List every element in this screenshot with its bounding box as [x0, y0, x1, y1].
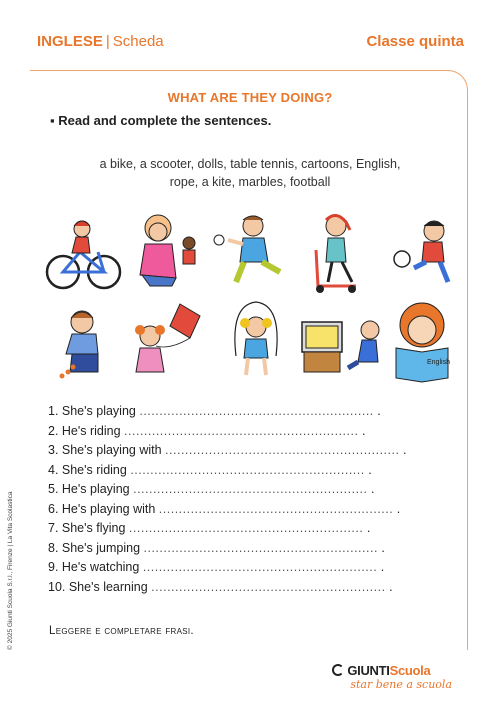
sentence-text: 3. She's playing with [48, 443, 162, 457]
sentence-text: 6. He's playing with [48, 501, 156, 516]
answer-blank[interactable]: ........................................................... [143, 540, 378, 555]
scooter-illustration [316, 215, 356, 293]
cartoons-illustration [302, 321, 379, 372]
sentence-end: . [377, 404, 381, 418]
footer-note: Leggere e completare frasi. [49, 625, 194, 637]
sentence-row [48, 519, 406, 539]
sentence-text: 9. He's watching [48, 560, 140, 574]
page-title: WHAT ARE THEY DOING? [167, 90, 333, 105]
subject-label: INGLESE [37, 33, 103, 50]
sentence-text: 4. She's riding [48, 462, 127, 477]
answer-blank[interactable]: ........................................................... [124, 423, 359, 438]
sentence-row [48, 402, 406, 422]
sentence-end: . [366, 521, 371, 535]
word-bank-line-1: a bike, a scooter, dolls, table tennis, cartoons, English, [99, 157, 401, 171]
sentence-row [48, 441, 406, 461]
sentence-row [48, 578, 406, 598]
sentence-end: . [402, 443, 407, 457]
sentence-end: . [370, 482, 375, 496]
instruction: ▪ Read and complete the sentences. [50, 113, 272, 128]
answer-blank[interactable]: ........................................................... [142, 560, 378, 574]
sentence-row [48, 539, 406, 559]
sentence-text: 5. He's playing [48, 482, 130, 496]
sentence-row [48, 500, 406, 520]
sentence-row [48, 558, 406, 578]
logo-tagline: star bene a scuola [350, 678, 452, 691]
logo-brand-b: Scuola [389, 663, 431, 678]
grade-label: Classe quinta [366, 33, 464, 50]
logo-brand-a: GIUNTI [347, 663, 390, 678]
english-illustration [396, 303, 450, 382]
sentence-end: . [381, 540, 385, 555]
rope-illustration [235, 302, 277, 375]
answer-blank[interactable]: ........................................................... [158, 501, 394, 516]
answer-blank[interactable]: ........................................................... [165, 443, 400, 457]
book-label: English [427, 359, 450, 366]
header-separator: | [105, 33, 110, 50]
sentence-end: . [389, 579, 393, 594]
sentence-text: 2. He's riding [48, 423, 121, 438]
giunti-g-icon [332, 664, 344, 676]
answer-blank[interactable]: ........................................................... [139, 404, 374, 418]
sentence-text: 1. She's playing [48, 404, 136, 418]
answer-blank[interactable]: ........................................................... [128, 521, 364, 535]
answer-blank[interactable]: ........................................................... [133, 482, 368, 496]
word-bank-line-2: rope, a kite, marbles, football [169, 175, 331, 189]
kite-illustration [135, 304, 200, 372]
sentence-row [48, 422, 406, 442]
table-tennis-illustration [214, 216, 280, 282]
sentence-row [48, 461, 406, 481]
answer-blank[interactable]: ........................................................... [130, 462, 365, 477]
sentence-text: 7. She's flying [48, 521, 126, 535]
worksheet-type: Scheda [112, 33, 164, 50]
marbles-illustration [60, 311, 99, 379]
answer-blank[interactable]: ........................................................... [151, 579, 386, 594]
sentence-end: . [361, 423, 366, 438]
sentence-row [48, 480, 406, 500]
sentence-end: . [396, 501, 401, 516]
dolls-illustration [140, 215, 195, 286]
publisher-logo [332, 663, 452, 691]
sentence-list [48, 402, 406, 597]
sentence-text: 8. She's jumping [48, 540, 141, 555]
sentence-end: . [368, 462, 372, 477]
sentence-end: . [380, 560, 385, 574]
sentence-text: 10. She's learning [48, 579, 148, 594]
copyright-text: © 2025 Giunti Scuola S.r.l., Firenze | La Vita Scolastica [7, 491, 14, 650]
bike-illustration [47, 221, 120, 288]
football-illustration [394, 221, 448, 282]
